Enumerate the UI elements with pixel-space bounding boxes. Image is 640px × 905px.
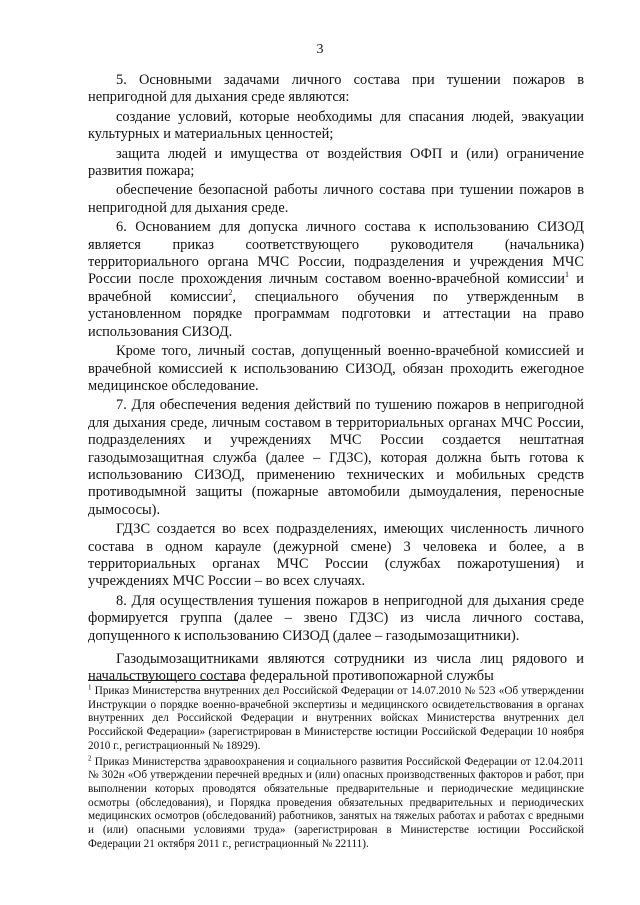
paragraph-5-item-2: защита людей и имущества от воздействия ОФП и (или) ограничение развития пожара;: [88, 145, 584, 180]
document-body: [88, 72, 584, 688]
footnote-ref-2: 2: [228, 288, 233, 298]
paragraph-6-mid: и врачебной комиссии: [88, 271, 584, 305]
paragraph-7: 7. Для обеспечения ведения действий по тушению пожаров в непригодной для дыхания среде, личным составом в территориальных органах МЧС России, подразделениях и учреждениях МЧС России создается нештатная газодымозащитная служба (далее – ГДЗС), которая должна быть готова к использованию СИЗОД, применению технических и мобильных средств противодымной защиты (пожарные автомобили дымоудаления, переносные дымососы).: [88, 397, 584, 518]
footnote-mark-1: 1: [88, 683, 92, 692]
footnote-mark-2: 2: [88, 753, 92, 762]
paragraph-6: [88, 219, 584, 341]
paragraph-5: 5. Основными задачами личного состава при тушении пожаров в непригодной для дыхания среде являются:: [88, 72, 584, 106]
paragraph-8: 8. Для осуществления тушения пожаров в непригодной для дыхания среде формируется группа (далее – звено ГДЗС) из числа личного состава, допущенного к использованию СИЗОД (далее – газодымозащитники).: [88, 592, 584, 644]
paragraph-7-addendum: ГДЗС создается во всех подразделениях, имеющих численность личного состава в одном карауле (дежурной смене) 3 человека и более, а в территориальных органах МЧС России (службах пожаротушения) и учреждениях МЧС России – во всех случаях.: [88, 521, 584, 590]
footnote-1-text: Приказ Министерства внутренних дел Российской Федерации от 14.07.2010 № 523 «Об утверждении Инструкции о порядке военно-врачебной экспертизы и медицинского освидетельствования в органах внутренних дел Российской Федерации и внутренних войсках Министерства внутренних дел Российской Федерации» (зарегистрирован в Министерстве юстиции Российской Федерации 10 ноября 2010 г., регистрационный № 18929).: [88, 685, 584, 752]
paragraph-5-item-3: обеспечение безопасной работы личного состава при тушении пожаров в непригодной для дыхания среде.: [88, 182, 584, 216]
paragraph-6-start: 6. Основанием для допуска личного состава к использованию СИЗОД является приказ соответствующего руководителя (начальника) территориального органа МЧС России, подразделения и учреждения МЧС России после прохождения личным составом военно-врачебной комиссии: [88, 219, 584, 288]
footnote-1: [88, 685, 584, 754]
paragraph-5-item-1: создание условий, которые необходимы для спасания людей, эвакуации культурных и материальных ценностей;: [88, 108, 584, 143]
footnote-ref-1: 1: [565, 270, 570, 280]
page-number: 3: [316, 42, 324, 57]
footnote-2: [88, 753, 584, 852]
footnote-separator: [88, 680, 238, 681]
footnotes: [88, 685, 584, 853]
paragraph-8-addendum: Газодымозащитниками являются сотрудники из числа лиц рядового и начальствующего состава федеральной противопожарной службы: [88, 651, 584, 685]
paragraph-6-end: , специального обучения по утвержденным в установленном порядке программам подготовки и аттестации на право использования СИЗОД.: [88, 288, 585, 340]
paragraph-6-addendum: Кроме того, личный состав, допущенный военно-врачебной комиссией и врачебной комиссией к использованию СИЗОД, обязан проходить ежегодное медицинское обследование.: [88, 343, 584, 394]
footnote-2-text: Приказ Министерства здравоохранения и социального развития Российской Федерации от 12.04.2011 № 302н «Об утверждении перечней вредных и (или) опасных производственных факторов и работ, при выполнении которых проводятся обязательные предварительные и периодические медицинские осмотры (обследования), и Порядка проведения обязательных предварительных и периодических медицинских осмотров (обследований) работников, занятых на тяжелых работах и работах с вредными и (или) опасными условиями труда» (зарегистрирован в Министерстве юстиции Российской Федерации 21 октября 2011 г., регистрационный № 22111).: [88, 755, 584, 850]
